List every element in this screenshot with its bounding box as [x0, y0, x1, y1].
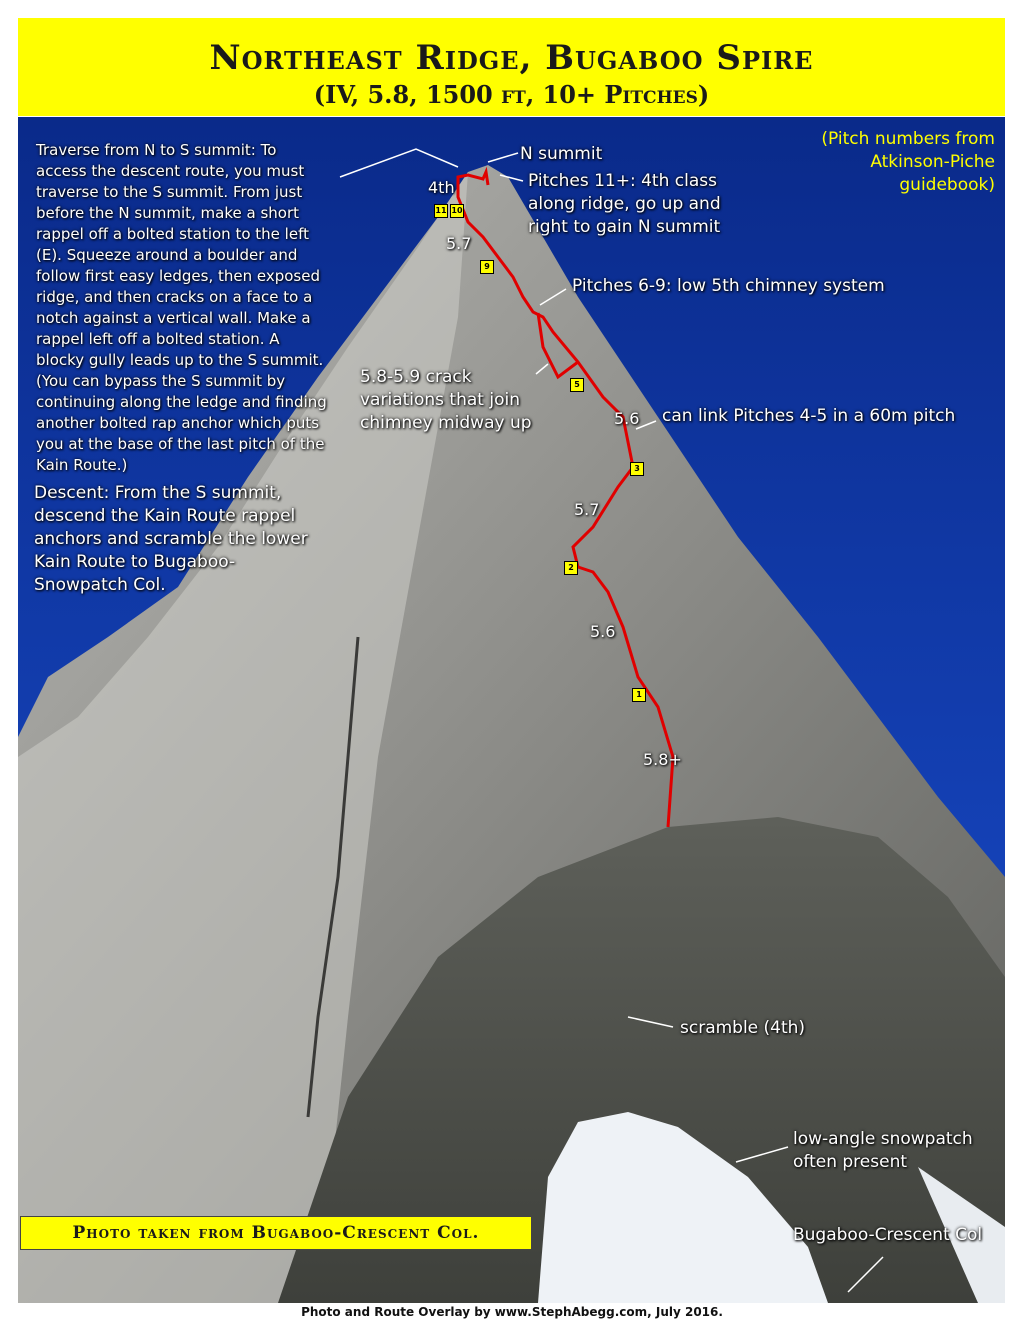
- pitch-marker-10: 10: [450, 204, 464, 218]
- grade-5-8-plus: 5.8+: [643, 750, 682, 769]
- pitch-marker-11: 11: [434, 204, 448, 218]
- grade-5-7-mid: 5.7: [574, 500, 600, 519]
- descent-note: Descent: From the S summit, descend the Kain Route rappel anchors and scramble the lower Kain Route to Bugaboo-Snowpatch Col.: [34, 483, 308, 595]
- pitch-marker-3: 3: [630, 462, 644, 476]
- pitch-source-note: (Pitch numbers from Atkinson-Piche guidebook): [821, 129, 995, 195]
- grade-4th: 4th: [428, 178, 455, 197]
- label-scramble: scramble (4th): [680, 1018, 806, 1038]
- pitch-marker-1: 1: [632, 688, 646, 702]
- grade-5-6-lower: 5.6: [590, 622, 616, 641]
- grade-5-6-upper: 5.6: [614, 409, 640, 428]
- label-crack-variations: 5.8-5.9 crack variations that join chimney midway up: [360, 367, 532, 433]
- label-pitches-6-9: Pitches 6-9: low 5th chimney system: [572, 276, 885, 296]
- page-title: Northeast Ridge, Bugaboo Spire: [209, 38, 814, 78]
- traverse-note: Traverse from N to S summit: To access the descent route, you must traverse to the S summit. From just before the N summit, make a short rappel off a bolted station to the left (E). Squeeze around a boulder and follow first easy ledges, then exposed ridge, and then cracks on a face to a notch against a vertical wall. Make a rappel left off a bolted station. A blocky gully leads up to the S summit. (You can bypass the S summit by continuing along the ledge and finding another bolted rap anchor which puts you at the base of the last pitch of the Kain Route.): [36, 141, 327, 474]
- photo-caption: Photo taken from Bugaboo-Crescent Col.: [20, 1216, 532, 1250]
- title-banner: [18, 18, 1005, 116]
- label-snowpatch: low-angle snowpatch often present: [793, 1129, 973, 1172]
- pitch-marker-5: 5: [570, 378, 584, 392]
- pitch-marker-2: 2: [564, 561, 578, 575]
- label-link-4-5: can link Pitches 4-5 in a 60m pitch: [662, 406, 956, 426]
- photo-credit: Photo and Route Overlay by www.StephAbegg.com, July 2016.: [301, 1305, 723, 1319]
- label-n-summit: N summit: [520, 144, 603, 164]
- grade-5-7-top: 5.7: [446, 234, 472, 253]
- pitch-marker-9: 9: [480, 260, 494, 274]
- route-grade-subtitle: (IV, 5.8, 1500 ft, 10+ Pitches): [313, 80, 710, 109]
- label-pitches-11: Pitches 11+: 4th class along ridge, go up and right to gain N summit: [528, 171, 721, 237]
- label-col: Bugaboo-Crescent Col: [793, 1225, 983, 1245]
